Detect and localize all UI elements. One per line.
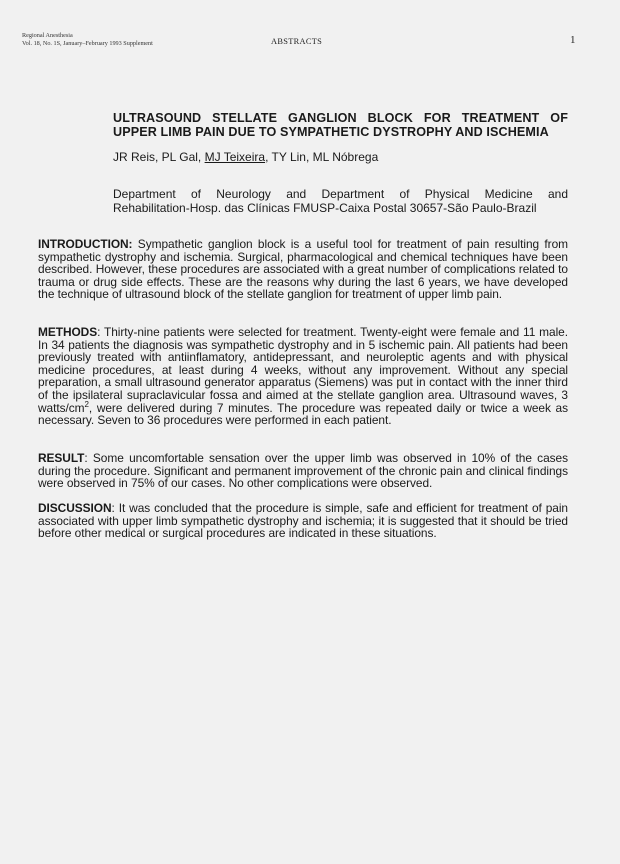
title-line-1: ULTRASOUND STELLATE GANGLION BLOCK FOR TREATMENT OF [113, 111, 568, 125]
authors-first: JR Reis, PL Gal, [113, 150, 205, 164]
result-section [38, 452, 568, 490]
discussion-section [38, 502, 568, 540]
title-line-2: UPPER LIMB PAIN DUE TO SYMPATHETIC DYSTROPHY AND ISCHEMIA [113, 125, 549, 139]
author-list [113, 150, 378, 164]
presenting-author: MJ Teixeira [204, 150, 266, 164]
result-text: : Some uncomfortable sensation over the upper limb was observed in 10% of the cases during the procedure. Significant and permanent improvement of the chronic pain and clinical findings were observed in 75% of our cases. No other complications were observed. [38, 451, 568, 491]
abstract-title [113, 111, 568, 139]
affiliation-line-2: Rehabilitation-Hosp. das Clínicas FMUSP-Caixa Postal 30657-São Paulo-Brazil [113, 200, 537, 215]
introduction-text: Sympathetic ganglion block is a useful tool for treatment of pain resulting from sympathetic dystrophy and ischemia. Surgical, pharmacological and chemical techniques have been described. However, these procedures are associated with a great number of complications related to trauma or drug side effects. These are the reasons why during the last 6 years, we have developed the technique of ultrasound block of the stellate ganglion for treatment of upper limb pain. [38, 237, 568, 302]
discussion-heading: DISCUSSION [38, 501, 112, 515]
affiliation [113, 188, 568, 215]
methods-text: : Thirty-nine patients were selected for treatment. Twenty-eight were female and 11 male. In 34 patients the diagnosis was sympathetic dystrophy and in 5 ischemic pain. All patients had been previously treated with antiinflamatory, antidepressant, and neuroleptic agents and with physical medicine procedures, at least during 4 weeks, without any improvement. Without any special preparation, a small ultrasound generator apparatus (Siemens) was put in contact with the inner third of the ipsilateral supraclavicular fossa and aimed at the stellate ganglion area. Ultrasound waves, 3 watts/cm [38, 325, 568, 415]
methods-section [38, 326, 568, 427]
discussion-text: : It was concluded that the procedure is simple, safe and efficient for treatment of pain associated with upper limb sympathetic dystrophy and ischemia; it is suggested that it should be tried before other medical or surgical procedures are indicated in these situations. [38, 501, 568, 541]
methods-text-continued: , were delivered during 7 minutes. The procedure was repeated daily or twice a week as necessary. Seven to 36 procedures were performed in each patient. [38, 400, 568, 428]
affiliation-line-1: Department of Neurology and Department of Physical Medicine and [113, 187, 568, 201]
journal-name: Regional Anesthesia [22, 32, 73, 39]
running-head: ABSTRACTS [271, 37, 323, 46]
journal-volume: Vol. 18, No. 1S, January–February 1993 Supplement [22, 40, 153, 47]
introduction-heading: INTRODUCTION: [38, 237, 133, 251]
introduction-section [38, 238, 568, 301]
authors-rest: , TY Lin, ML Nóbrega [265, 150, 379, 164]
methods-heading: METHODS [38, 325, 98, 339]
methods-superscript: 2 [84, 399, 89, 409]
journal-info [22, 32, 153, 48]
page-number: 1 [570, 34, 576, 46]
result-heading: RESULT [38, 451, 85, 465]
